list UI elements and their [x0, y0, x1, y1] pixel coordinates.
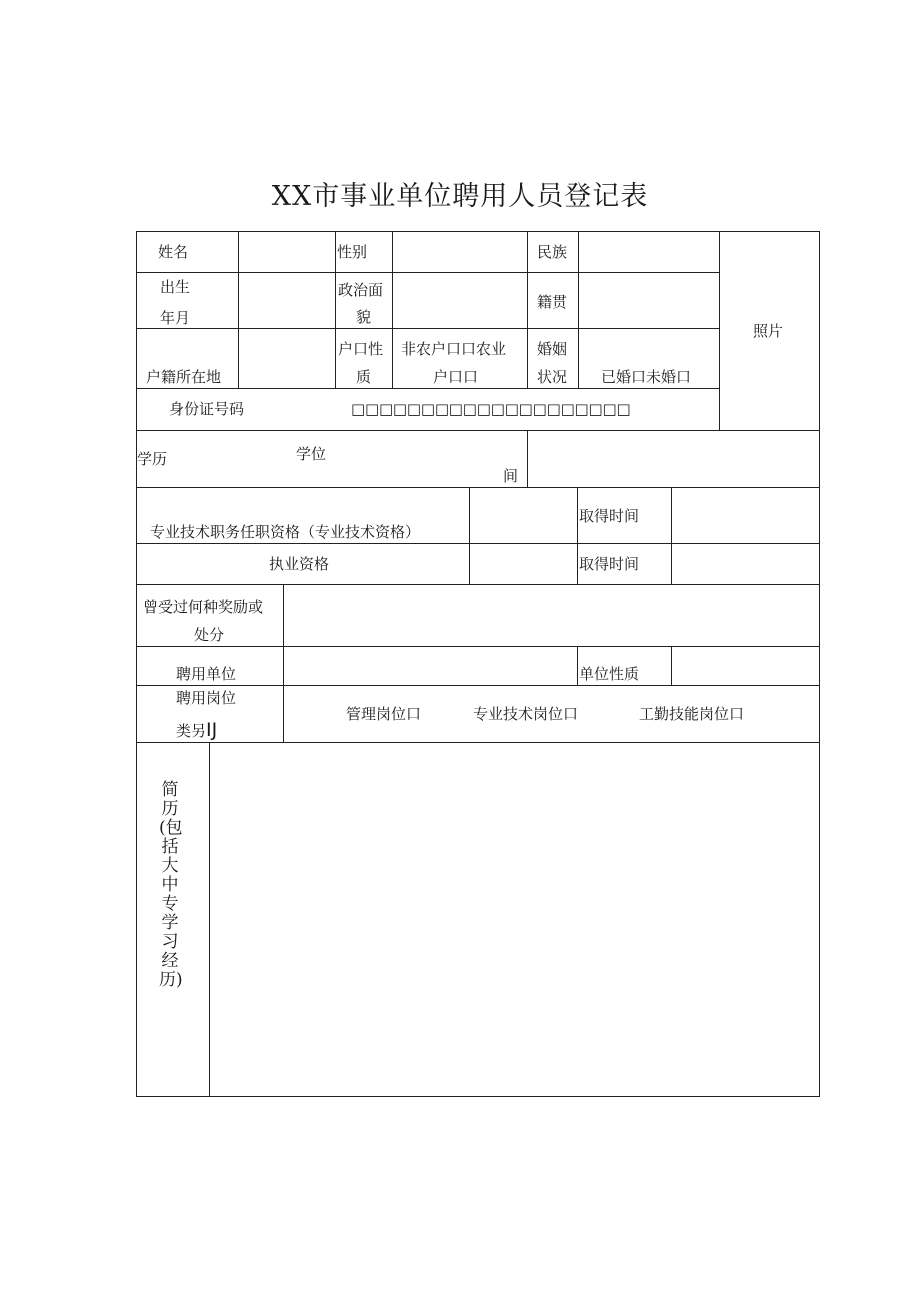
- post-option-management[interactable]: 管理岗位口: [346, 705, 422, 723]
- name-label: 姓名: [158, 243, 189, 261]
- post-category-label-line2: [176, 715, 217, 746]
- household-type-options-line1[interactable]: 非农户口口农业: [401, 340, 507, 358]
- form-title: XX市事业单位聘用人员登记表: [271, 181, 649, 212]
- id-number-label: 身份证号码: [169, 400, 245, 418]
- table-line: [577, 646, 578, 685]
- photo-label: 照片: [753, 322, 784, 340]
- registration-form-table: [136, 231, 820, 1097]
- rewards-label-line2: 处分: [194, 626, 225, 644]
- household-location-label: 户籍所在地: [146, 368, 222, 386]
- birth-date-input[interactable]: [239, 273, 335, 328]
- professional-qualification-label: 专业技术职务任职资格（专业技术资格）: [150, 523, 421, 541]
- ethnicity-label: 民族: [537, 243, 568, 261]
- table-line: [136, 685, 820, 686]
- marital-label-line2: 状况: [537, 368, 568, 386]
- employer-input[interactable]: [284, 647, 577, 685]
- native-place-input[interactable]: [579, 273, 719, 328]
- resume-label: 简历(包括大中专学习经历): [159, 780, 183, 990]
- degree-label: 学位: [296, 445, 327, 463]
- marital-options[interactable]: 已婚口未婚口: [601, 368, 692, 386]
- obtain-time-input-1[interactable]: [672, 488, 819, 543]
- obtain-time-input-2[interactable]: [672, 544, 819, 584]
- table-border-bottom: [136, 1096, 820, 1097]
- time-input[interactable]: [528, 431, 819, 487]
- post-option-worker[interactable]: 工勤技能岗位口: [639, 705, 745, 723]
- obtain-time-label-1: 取得时间: [579, 507, 640, 525]
- native-place-label: 籍贯: [537, 293, 568, 311]
- ethnicity-input[interactable]: [579, 232, 719, 272]
- post-category-label-text: 类另: [176, 722, 207, 740]
- rewards-label-line1: 曾受过何种奖励或: [143, 598, 264, 616]
- table-line: [335, 231, 336, 388]
- table-line: [577, 487, 578, 584]
- unit-nature-label: 单位性质: [579, 665, 640, 683]
- rewards-input[interactable]: [284, 585, 819, 646]
- political-status-input[interactable]: [393, 273, 527, 328]
- unit-nature-input[interactable]: [672, 647, 819, 685]
- education-label: 学历: [137, 450, 168, 468]
- household-type-label-line2: 质: [356, 368, 372, 386]
- table-line: [136, 328, 720, 329]
- table-line: [527, 231, 528, 388]
- name-input[interactable]: [239, 232, 335, 272]
- post-category-label-line1: 聘用岗位: [176, 689, 237, 707]
- household-location-input[interactable]: [239, 329, 335, 388]
- gender-label: 性别: [337, 243, 368, 261]
- post-category-label-suffix: IJ: [206, 719, 218, 741]
- household-type-options-line2[interactable]: 户口口: [433, 368, 479, 386]
- employer-label: 聘用单位: [176, 665, 237, 683]
- resume-input[interactable]: [210, 743, 819, 1096]
- marital-label-line1: 婚姻: [537, 340, 568, 358]
- table-border-right: [819, 231, 820, 1097]
- practice-qualification-input[interactable]: [470, 544, 577, 584]
- professional-qualification-input[interactable]: [470, 488, 577, 543]
- time-label-fragment: 间: [503, 467, 519, 485]
- obtain-time-label-2: 取得时间: [579, 555, 640, 573]
- household-type-label-line1: 户口性: [338, 340, 384, 358]
- birth-label-line2: 年月: [160, 309, 191, 327]
- practice-qualification-label: 执业资格: [269, 555, 330, 573]
- birth-label-line1: 出生: [160, 278, 191, 296]
- table-border-left: [136, 231, 137, 1097]
- political-label-line1: 政治面: [338, 281, 384, 299]
- political-label-line2: 貌: [356, 308, 372, 326]
- gender-input[interactable]: [393, 232, 527, 272]
- id-number-boxes[interactable]: □□□□□□□□□□□□□□□□□□□□: [351, 400, 631, 418]
- post-option-technical[interactable]: 专业技术岗位口: [473, 705, 579, 723]
